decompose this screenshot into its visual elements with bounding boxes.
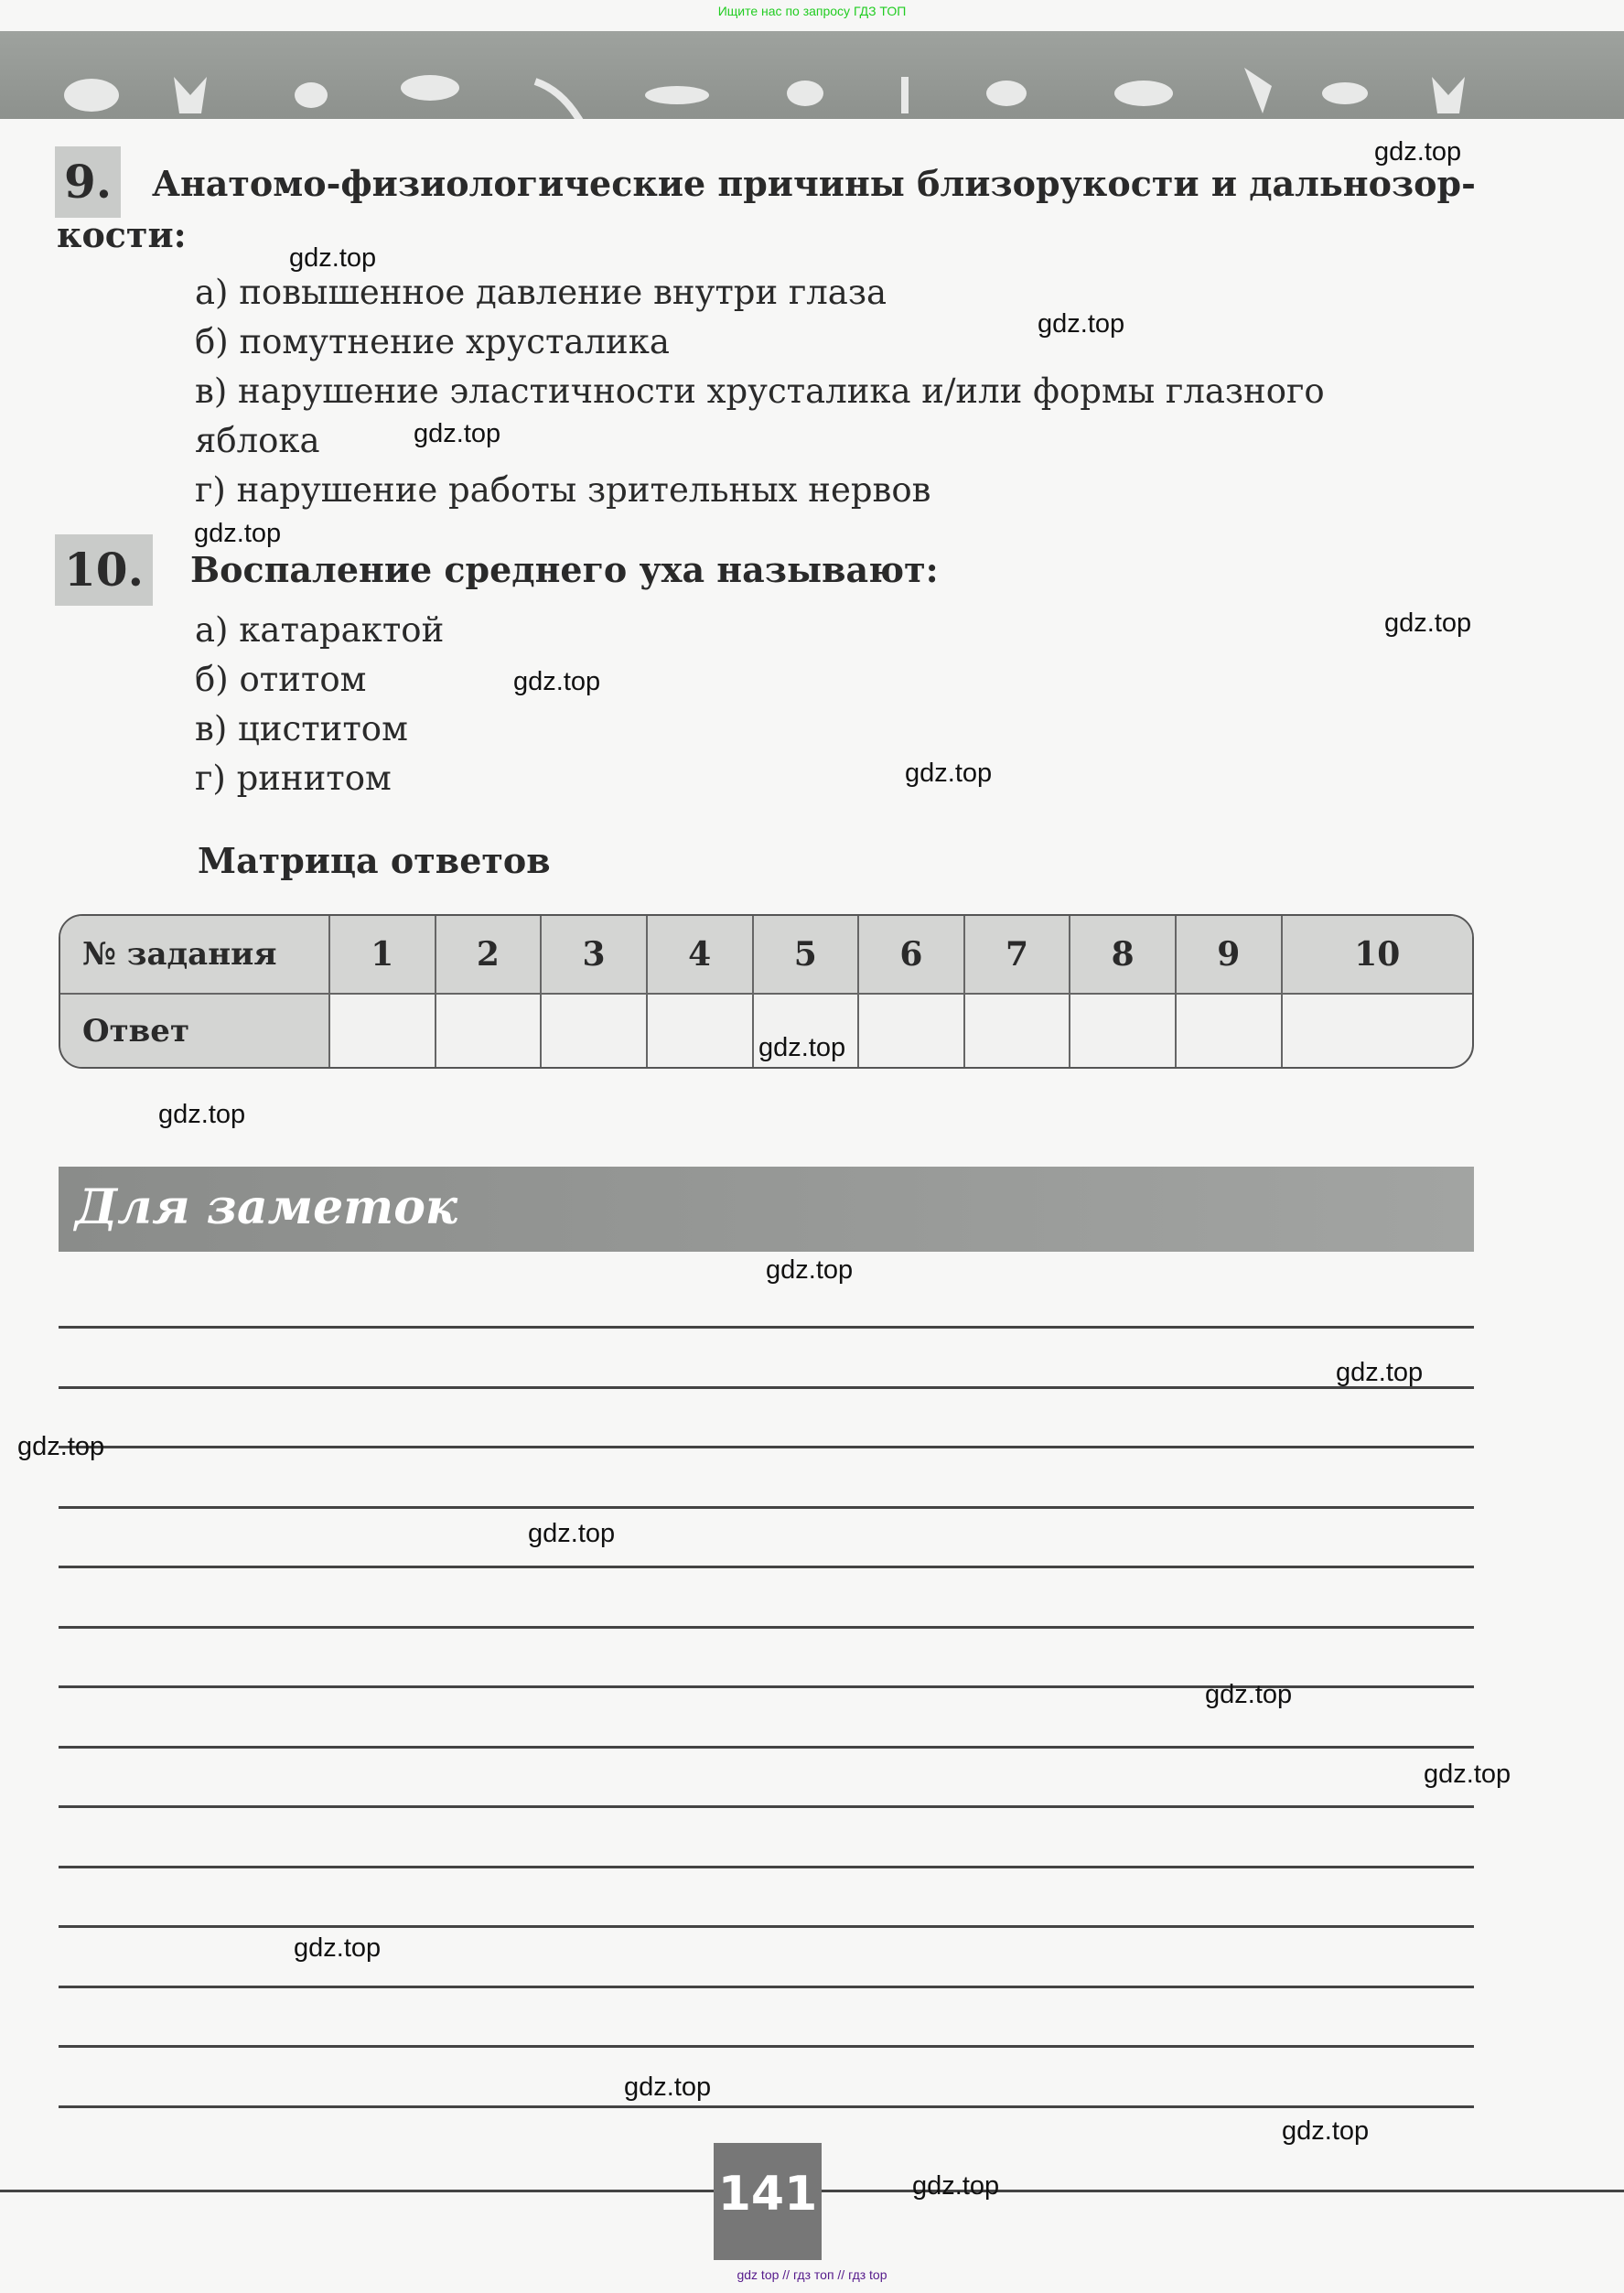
watermark: gdz.top	[513, 667, 601, 696]
matrix-col: 9	[1177, 916, 1283, 995]
watermark: gdz.top	[1336, 1358, 1424, 1387]
watermark: gdz.top	[158, 1100, 246, 1129]
note-line	[59, 1326, 1474, 1329]
answer-cell[interactable]	[1283, 995, 1472, 1067]
answer-cell[interactable]	[965, 995, 1071, 1067]
watermark: gdz.top	[1374, 137, 1462, 167]
note-line	[59, 1805, 1474, 1808]
watermark: gdz.top	[766, 1255, 854, 1285]
q10-option-b: б) отитом	[195, 660, 367, 699]
matrix-col: 5	[754, 916, 860, 995]
note-line	[59, 1566, 1474, 1568]
note-line	[59, 1866, 1474, 1868]
matrix-answer-label: Ответ	[60, 995, 330, 1067]
matrix-col: 6	[859, 916, 965, 995]
matrix-title: Матрица ответов	[198, 840, 551, 881]
animal-silhouettes-icon	[0, 31, 1624, 119]
watermark: gdz.top	[528, 1519, 616, 1548]
question-9-text-cont: кости:	[57, 214, 187, 255]
note-line	[59, 1746, 1474, 1749]
matrix-col: 3	[542, 916, 648, 995]
note-line	[59, 1626, 1474, 1629]
matrix-row-header: № задания	[60, 916, 330, 995]
watermark: gdz.top	[1384, 608, 1472, 638]
footer-text: gdz top // гдз топ // гдз top	[737, 2267, 887, 2282]
watermark: gdz.top	[905, 759, 993, 788]
watermark: gdz.top	[624, 2072, 712, 2102]
question-9-number: 9.	[55, 146, 121, 218]
watermark: gdz.top	[1424, 1760, 1511, 1789]
q9-option-b: б) помутнение хрусталика	[195, 322, 670, 361]
note-line	[59, 1386, 1474, 1389]
watermark: gdz.top	[912, 2171, 1000, 2201]
note-line	[59, 1986, 1474, 1988]
q9-option-a: а) повышенное давление внутри глаза	[195, 273, 887, 312]
question-10-text: Воспаление среднего уха называют:	[190, 549, 939, 590]
answer-cell[interactable]	[542, 995, 648, 1067]
note-line	[59, 1446, 1474, 1448]
notes-header	[59, 1167, 1474, 1252]
watermark: gdz.top	[758, 1033, 846, 1062]
note-line	[59, 1506, 1474, 1509]
matrix-col: 2	[436, 916, 543, 995]
q10-option-a: а) катарактой	[195, 610, 445, 650]
matrix-col: 8	[1070, 916, 1177, 995]
note-line	[59, 2105, 1474, 2108]
q10-option-c: в) циститом	[195, 709, 408, 748]
watermark: gdz.top	[17, 1432, 105, 1461]
q9-option-c: в) нарушение эластичности хрусталика и/или формы глазного	[195, 371, 1325, 411]
matrix-col: 7	[965, 916, 1071, 995]
animal-banner	[0, 31, 1624, 119]
answer-cell[interactable]	[1177, 995, 1283, 1067]
watermark: gdz.top	[294, 1933, 382, 1963]
note-line	[59, 1925, 1474, 1928]
watermark: gdz.top	[1205, 1680, 1293, 1709]
answer-cell[interactable]	[436, 995, 543, 1067]
q9-option-c-cont: яблока	[195, 421, 320, 460]
watermark: gdz.top	[289, 243, 377, 273]
matrix-header-row	[60, 916, 1472, 995]
top-notice: Ищите нас по запросу ГДЗ ТОП	[717, 4, 907, 18]
page-number: 141	[714, 2143, 822, 2260]
matrix-col: 10	[1283, 916, 1472, 995]
q10-option-d: г) ринитом	[195, 759, 392, 798]
notes-title: Для заметок	[75, 1179, 458, 1235]
q9-option-d: г) нарушение работы зрительных нервов	[195, 470, 931, 510]
watermark: gdz.top	[1038, 309, 1125, 339]
watermark: gdz.top	[414, 419, 501, 448]
answer-cell[interactable]	[1070, 995, 1177, 1067]
answer-cell[interactable]	[648, 995, 754, 1067]
answer-cell[interactable]	[859, 995, 965, 1067]
matrix-col: 4	[648, 916, 754, 995]
question-10-number: 10.	[55, 534, 153, 606]
question-9-text: Анатомо-физиологические причины близорукости и дальнозор-	[152, 163, 1476, 204]
watermark: gdz.top	[1282, 2116, 1370, 2146]
watermark: gdz.top	[194, 519, 282, 548]
matrix-col: 1	[330, 916, 436, 995]
answer-cell[interactable]	[330, 995, 436, 1067]
note-line	[59, 2045, 1474, 2048]
